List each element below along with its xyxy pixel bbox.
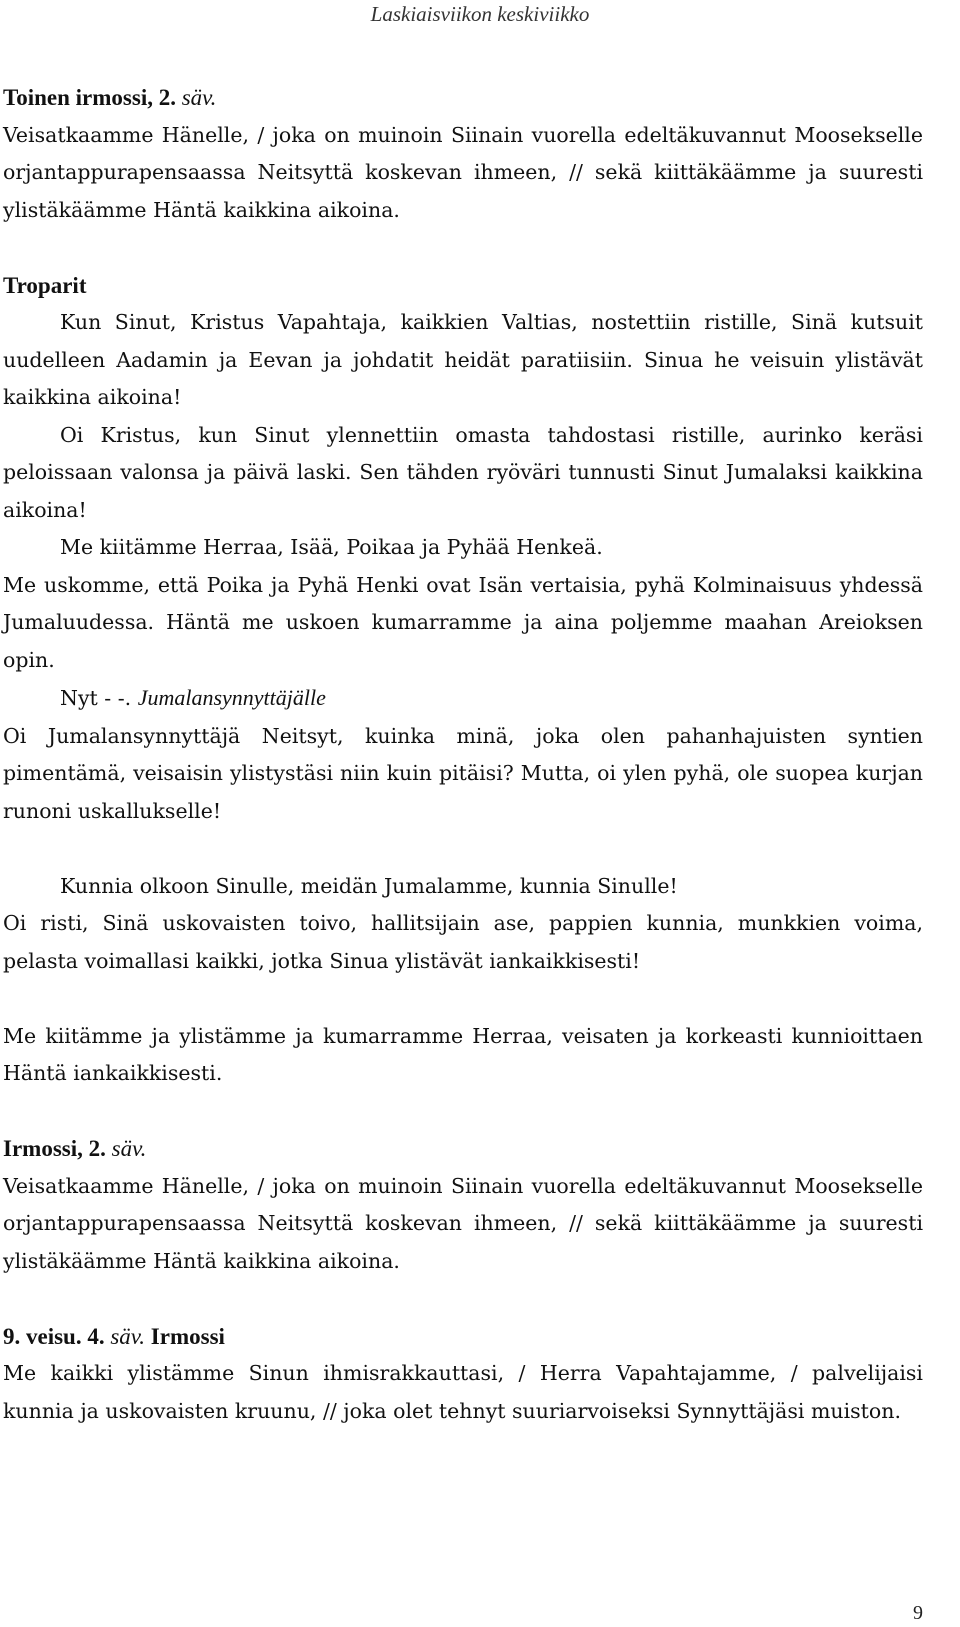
troparit-paragraph-9: Me kiitämme ja ylistämme ja kumarramme Herraa, veisaten ja korkeasti kunnioittaen Häntä iankaikkisesti. <box>3 1023 923 1085</box>
heading-italic: säv. <box>110 1323 146 1349</box>
troparit-paragraph-4: Me uskomme, että Poika ja Pyhä Henki ovat Isän vertaisia, pyhä Kolminaisuus yhdessä Jumaluudessa. Häntä me uskoen kumarramme ja aina poljemme maahan Areioksen opin. <box>3 572 923 672</box>
spacer <box>3 1093 923 1131</box>
section-heading-irmossi-1 <box>3 79 923 117</box>
spacer <box>3 1280 923 1318</box>
heading-italic: säv. <box>181 85 217 110</box>
section-heading-troparit: Troparit <box>3 272 87 298</box>
troparit-paragraph-8: Oi risti, Sinä uskovaisten toivo, hallitsijain ase, pappien kunnia, munkkien voima, pelasta voimallasi kaikki, jotka Sinua ylistävät iankaikkisesti! <box>3 911 923 973</box>
running-header: Laskiaisviikon keskiviikko <box>370 2 590 26</box>
jumalansynnyttajalle-label: Jumalansynnyttäjälle <box>137 685 326 710</box>
heading-text-irmossi: Irmossi <box>145 1323 225 1349</box>
page-number: 9 <box>913 1602 923 1624</box>
document-body <box>3 79 923 1430</box>
heading-text: Irmossi, 2. <box>3 1136 112 1161</box>
spacer <box>3 830 923 868</box>
irmossi-1-text: Veisatkaamme Hänelle, / joka on muinoin Siinain vuorella edeltäkuvannut Moosekselle orjantappurapensaassa Neitsyttä koskevan ihmeen, // sekä kiittäkäämme ja suuresti ylistäkäämme Häntä kaikkina aikoina. <box>3 122 923 222</box>
heading-text: Toinen irmossi, 2. <box>3 85 182 110</box>
heading-italic: säv. <box>111 1136 147 1161</box>
heading-text: 9. veisu. 4. <box>3 1323 111 1349</box>
veisu-9-text: Me kaikki ylistämme Sinun ihmisrakkauttasi, / Herra Vapahtajamme, / palvelijaisi kunnia ja uskovaisten kruunu, // joka olet tehnyt suuriarvoiseksi Synnyttäjäsi muiston. <box>3 1361 923 1423</box>
irmossi-2-text: Veisatkaamme Hänelle, / joka on muinoin Siinain vuorella edeltäkuvannut Moosekselle orjantappurapensaassa Neitsyttä koskevan ihmeen, // sekä kiittäkäämme ja suuresti ylistäkäämme Häntä kaikkina aikoina. <box>3 1173 923 1273</box>
spacer <box>3 229 923 267</box>
section-heading-irmossi-2 <box>3 1130 923 1168</box>
spacer <box>3 980 923 1018</box>
troparit-paragraph-6: Oi Jumalansynnyttäjä Neitsyt, kuinka minä, joka olen pahanhajuisten syntien pimentämä, veisaisin ylistystäsi niin kuin pitäisi? Mutta, oi ylen pyhä, ole suopea kurjan runoni uskallukselle! <box>3 723 923 823</box>
troparit-paragraph-3: Me kiitämme Herraa, Isää, Poikaa ja Pyhää Henkeä. <box>60 535 603 559</box>
nyt-text: Nyt - -. <box>60 686 138 710</box>
troparit-paragraph-7: Kunnia olkoon Sinulle, meidän Jumalamme, kunnia Sinulle! <box>60 873 678 898</box>
section-heading-veisu-9 <box>3 1318 923 1356</box>
troparit-paragraph-2: Oi Kristus, kun Sinut ylennettiin omasta tahdostasi ristille, aurinko keräsi peloissaan valonsa ja päivä laski. Sen tähden ryöväri tunnusti Sinut Jumalaksi kaikkina aikoina! <box>3 422 923 522</box>
troparit-paragraph-1: Kun Sinut, Kristus Vapahtaja, kaikkien Valtias, nostettiin ristille, Sinä kutsuit uudelleen Aadamin ja Eevan ja johdatit heidät paratiisiin. Sinua he veisuin ylistävät kaikkina aikoina! <box>3 310 923 409</box>
troparit-paragraph-5 <box>3 679 923 718</box>
